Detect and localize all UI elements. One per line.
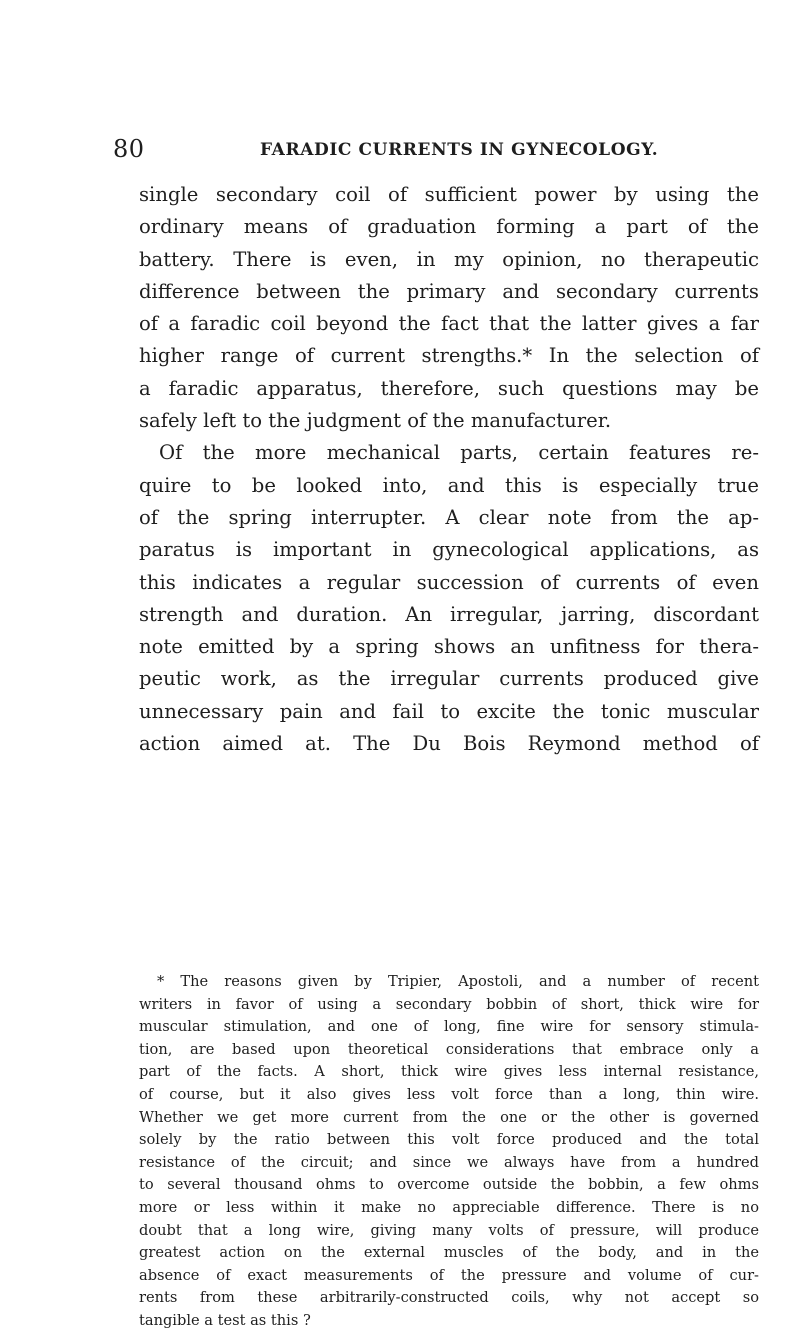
body-line: paratus is important in gynecological applications, as [139,538,759,562]
body-line: Of the more mechanical parts, certain features re- [159,441,759,465]
footnote-line: writers in favor of using a secondary bobbin of short, thick wire for [139,995,759,1013]
body-line: of a faradic coil beyond the fact that the latter gives a far [139,312,759,336]
footnote-line: more or less within it make no appreciable difference. There is no [139,1198,759,1216]
body-line: a faradic apparatus, therefore, such questions may be [139,376,759,400]
body-line: quire to be looked into, and this is especially true [139,473,759,497]
footnote-line: absence of exact measurements of the pressure and volume of cur- [139,1266,759,1284]
body-line: single secondary coil of sufficient power by using the [139,183,759,206]
body-line: battery. There is even, in my opinion, no therapeutic [139,247,759,271]
footnote-line: part of the facts. A short, thick wire gives less internal resistance, [139,1063,759,1081]
footnote-line: doubt that a long wire, giving many volts of pressure, will produce [139,1221,759,1239]
body-line: strength and duration. An irregular, jarring, discordant [139,602,759,626]
body-line: higher range of current strengths.* In the selection of [139,344,759,368]
footnote-line: muscular stimulation, and one of long, fine wire for sensory stimula- [139,1018,759,1036]
footnote-line: Whether we get more current from the one or the other is governed [139,1108,759,1126]
body-line: safely left to the judgment of the manufacturer. [139,409,612,433]
footnote-line: tion, are based upon theoretical considerations that embrace only a [139,1040,759,1058]
running-head [113,134,753,164]
footnote [139,971,759,1333]
footnote-line: solely by the ratio between this volt force produced and the total [139,1131,759,1149]
body-line: this indicates a regular succession of currents of even [139,570,759,594]
body-text [139,179,759,760]
page-number: 80 [113,135,145,163]
footnote-line: resistance of the circuit; and since we always have from a hundred [139,1153,759,1171]
footnote-line: greatest action on the external muscles of the body, and in the [139,1244,759,1262]
body-line: ordinary means of graduation forming a part of the [139,215,759,239]
footnote-line: to several thousand ohms to overcome outside the bobbin, a few ohms [139,1176,759,1194]
footnote-line: rents from these arbitrarily-constructed coils, why not accept so [139,1289,759,1307]
body-line: difference between the primary and secondary currents [139,279,759,303]
body-line: action aimed at. The Du Bois Reymond method of [139,732,759,756]
body-line: of the spring interrupter. A clear note from the ap- [139,505,759,529]
footnote-line: * The reasons given by Tripier, Apostoli, and a number of recent [157,973,759,990]
footnote-line: of course, but it also gives less volt force than a long, thin wire. [139,1085,759,1103]
body-line: peutic work, as the irregular currents produced give [139,667,759,691]
body-line: unnecessary pain and fail to excite the tonic muscular [139,699,759,723]
footnote-line: tangible a test as this ? [139,1311,311,1329]
body-line: note emitted by a spring shows an unfitness for thera- [139,635,759,659]
running-title: FARADIC CURRENTS IN GYNECOLOGY. [260,140,659,160]
